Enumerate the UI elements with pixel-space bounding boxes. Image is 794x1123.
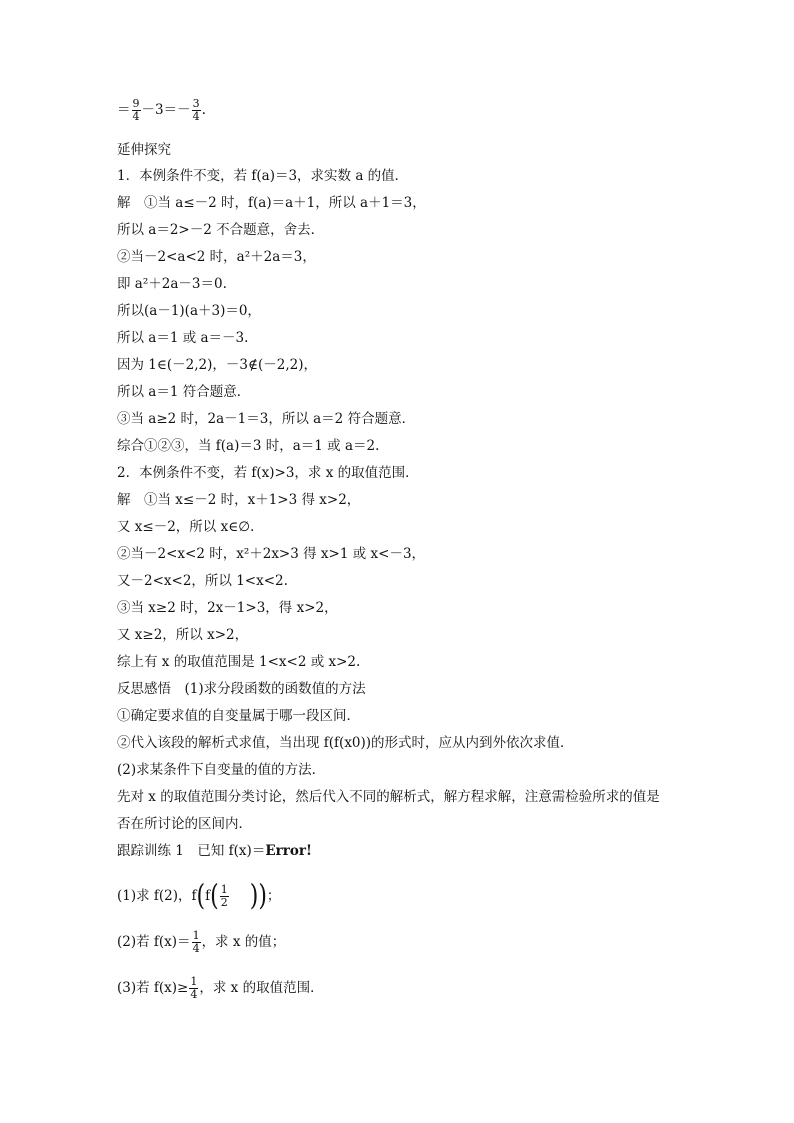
fraction-numerator: 9 [132,97,140,110]
solution-line: ②当－2<a<2 时，a²＋2a＝3， [117,249,316,265]
fraction [189,976,198,1001]
solution-line: 因为 1∈(－2,2)，－3∉(－2,2)， [117,357,317,373]
left-paren-icon: ( [210,879,219,913]
text-segment: (1)求 f(2)，f [117,888,197,904]
solution-line: 所以 a＝1 或 a＝－3. [117,330,249,346]
fraction-denominator: 4 [192,942,200,955]
solution-line: 综合①②③，当 f(a)＝3 时，a＝1 或 a＝2. [117,438,380,454]
fraction-numerator: 1 [220,883,228,896]
fraction [132,98,141,123]
solution-line: 解 ①当 x≤－2 时，x＋1>3 得 x>2， [117,492,361,508]
solution-line: ③当 a≥2 时，2a－1＝3，所以 a＝2 符合题意． [117,411,416,427]
solution-line: 所以 a＝1 符合题意． [117,384,251,400]
fraction-denominator: 2 [220,896,228,909]
text-segment: f [205,888,211,904]
right-paren-icon: ) [249,879,259,913]
reflection-line: ①确定要求值的自变量属于哪一段区间． [117,708,360,724]
solution-line: 又 x≤－2，所以 x∈∅. [117,519,255,535]
reflection-line: ②代入该段的解析式求值，当出现 f(f(x0))的形式时，应从内到外依次求值． [117,735,574,751]
exercise-heading [117,842,312,860]
text-segment: . [201,102,206,118]
reflection-line: (2)求某条件下自变量的值的方法． [117,762,326,778]
solution-line: 解 ①当 a≤－2 时，f(a)＝a＋1，所以 a＋1＝3， [117,195,426,211]
reflection-heading: 反思感悟 (1)求分段函数的函数值的方法 [117,681,366,697]
solution-line: 所以 a＝2>－2 不合题意，舍去． [117,222,325,238]
text-segment: ＝ [117,102,131,118]
reflection-line: 先对 x 的取值范围分类讨论，然后代入不同的解析式，解方程求解，注意需检验所求的值是 [117,789,660,805]
solution-line: 又－2<x<2，所以 1<x<2. [117,573,288,589]
fraction-denominator: 4 [190,988,198,1001]
right-paren-icon: ) [258,879,267,913]
reflection-line: 否在所讨论的区间内． [117,816,252,832]
equation-line [117,98,206,123]
text-segment: (2)若 f(x)＝ [117,934,191,950]
solution-line: ③当 x≥2 时，2x－1>3，得 x>2， [117,600,338,616]
text-segment: ； [266,888,281,904]
fraction-numerator: 1 [190,975,198,988]
fraction-denominator: 4 [192,110,200,123]
solution-line: ②当－2<x<2 时，x²＋2x>3 得 x>1 或 x<－3， [117,546,426,562]
section-heading: 延伸探究 [117,142,171,158]
text-segment: 跟踪训练 1 已知 f(x)＝ [117,843,266,859]
solution-line: 综上有 x 的取值范围是 1<x<2 或 x>2. [117,654,361,670]
text-segment: ，求 x 的取值范围． [199,980,324,996]
exercise-part-1 [117,879,281,913]
solution-line: 所以(a－1)(a＋3)＝0， [117,303,261,319]
fraction [220,884,229,909]
exercise-part-3 [117,976,324,1001]
solution-line: 又 x≥2，所以 x>2， [117,627,249,643]
fraction-numerator: 3 [192,97,200,110]
fraction-numerator: 1 [192,929,200,942]
solution-line: 即 a²＋2a－3＝0. [117,276,227,292]
problem-2: 2．本例条件不变，若 f(x)>3，求 x 的取值范围． [117,465,419,481]
left-paren-icon: ( [196,879,206,913]
fraction [192,930,201,955]
problem-1: 1．本例条件不变，若 f(a)＝3，求实数 a 的值． [117,168,409,184]
text-segment: －3＝－ [141,102,191,118]
error-text: Error! [265,843,312,859]
text-segment: ，求 x 的值； [201,934,286,950]
exercise-part-2 [117,930,285,955]
text-segment: (3)若 f(x)≥ [117,980,189,996]
fraction [192,98,201,123]
fraction-denominator: 4 [132,110,140,123]
